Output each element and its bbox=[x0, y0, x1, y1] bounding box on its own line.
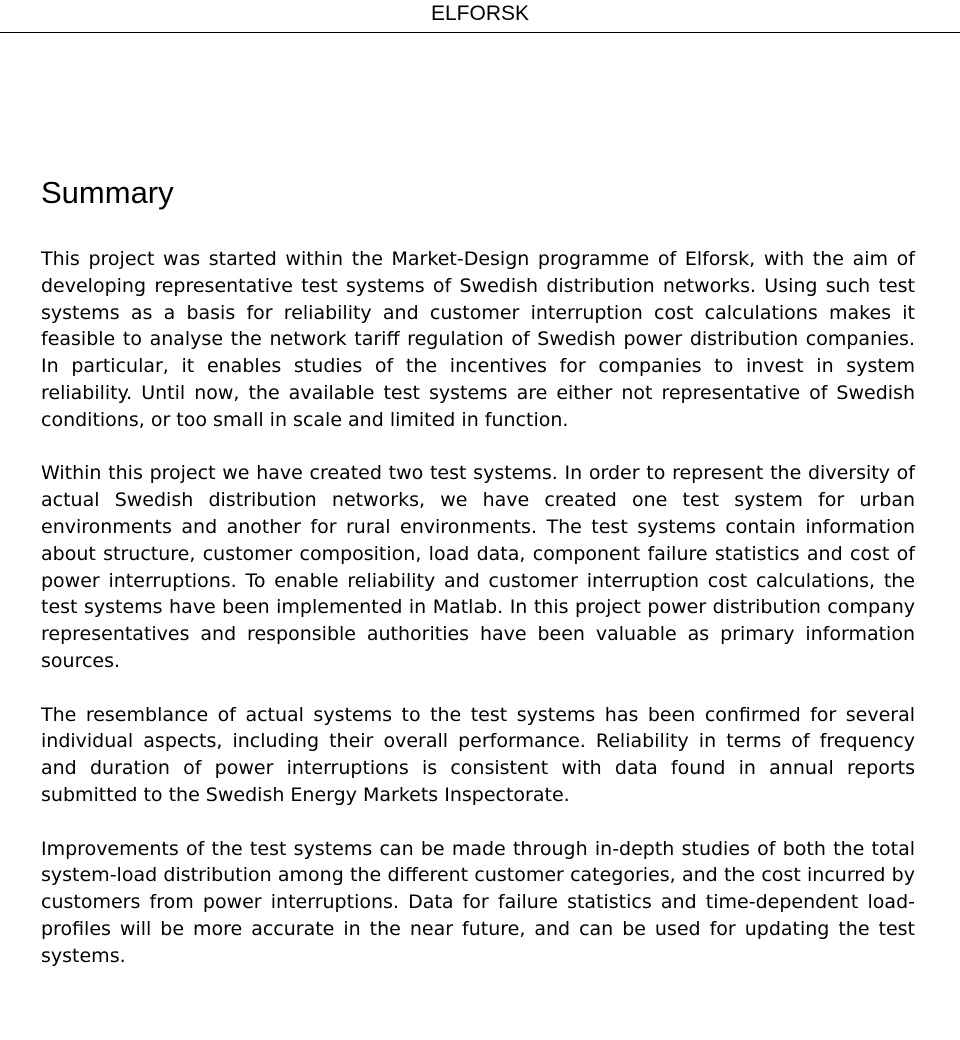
section-heading: Summary bbox=[41, 175, 174, 210]
paragraph-test-systems: Within this project we have created two test systems. In order to represent the diversity of actual Swedish distribution networks, we have created one test system for urban environments and another for rural environments. The test systems contain information about structure, customer composition, load data, component failure statistics and cost of power interruptions. To enable reliability and customer interruption cost calculations, the test systems have been implemented in Matlab. In this project power distribution company representatives and responsible authorities have been valuable as primary information sources. bbox=[41, 462, 915, 672]
running-header bbox=[0, 0, 960, 33]
summary-section bbox=[41, 170, 915, 970]
paragraph-improvements: Improvements of the test systems can be made through in-depth studies of both the total system-load distribution among the different customer categories, and the cost incurred by customers from power interruptions. Data for failure statistics and time-dependent load-profiles will be more accurate in the near future, and can be used for updating the test systems. bbox=[41, 837, 915, 967]
paragraph-intro: This project was started within the Market-Design programme of Elforsk, with the aim of developing representative test systems of Swedish distribution networks. Using such test systems as a basis for reliability and customer interruption cost calculations makes it feasible to analyse the network tariff regulation of Swedish power distribution companies. In particular, it enables studies of the incentives for companies to invest in system reliability. Until now, the available test systems are either not representative of Swedish conditions, or too small in scale and limited in function. bbox=[41, 248, 915, 431]
paragraph-resemblance: The resemblance of actual systems to the test systems has been confirmed for several individual aspects, including their overall performance. Reliability in terms of frequency and duration of power interruptions is consistent with data found in annual reports submitted to the Swedish Energy Markets Inspectorate. bbox=[41, 703, 915, 806]
header-title: ELFORSK bbox=[430, 2, 530, 25]
